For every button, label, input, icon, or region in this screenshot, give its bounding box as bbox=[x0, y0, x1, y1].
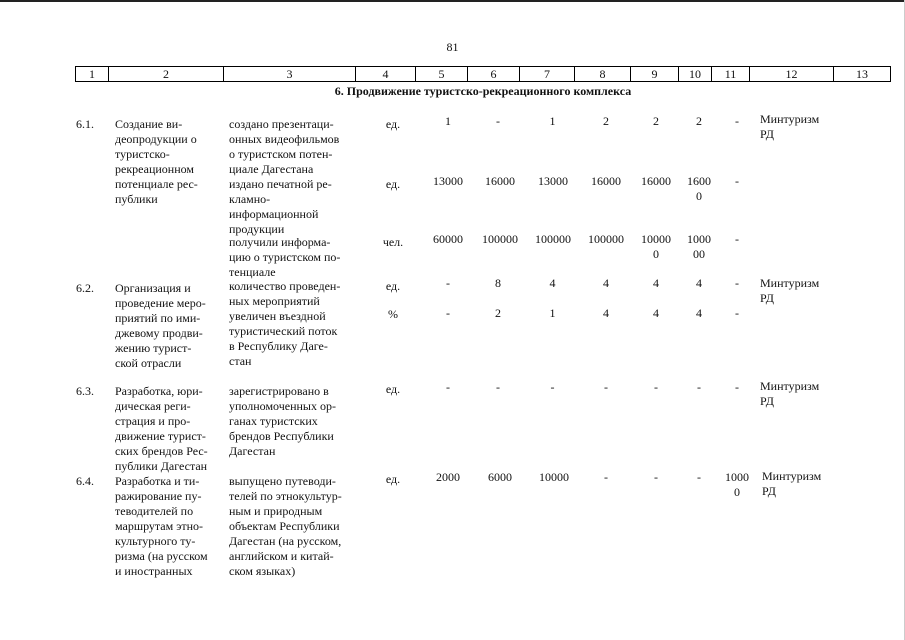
row-6-2-indicator-1-v9: 4 bbox=[653, 276, 659, 290]
row-6-1-indicator-1-unit: ед. bbox=[385, 117, 401, 131]
page-number: 81 bbox=[446, 40, 459, 54]
row-6-1-indicator-3-v5: 60000 bbox=[433, 232, 463, 246]
row-6-1-indicator-2-v8: 16000 bbox=[591, 174, 621, 188]
row-6-3-name: Разработка, юри- дическая реги- страция и про- движение турист- ских брендов Рес- публики Дагестан bbox=[115, 384, 208, 473]
row-6-4-indicator-1-v9: - bbox=[654, 470, 658, 484]
row-6-2-indicator-2-text: увеличен въездной туристический поток в Республику Даге- стан bbox=[229, 309, 338, 368]
row-6-4-indicator-1-v8: - bbox=[604, 470, 608, 484]
row-6-4-indicator-1-unit: ед. bbox=[385, 472, 401, 486]
row-6-3-indicator-1-v5: - bbox=[446, 380, 450, 394]
row-6-1-indicator-3-v7: 100000 bbox=[535, 232, 571, 246]
header-col-12: 12 bbox=[749, 67, 833, 81]
row-6-2-indicator-2-v8: 4 bbox=[603, 306, 609, 320]
header-col-4: 4 bbox=[355, 67, 415, 81]
header-col-7: 7 bbox=[519, 67, 574, 81]
row-6-2-indicator-2-v7: 1 bbox=[549, 306, 556, 320]
row-6-4-indicator-1-v10: - bbox=[697, 470, 701, 484]
row-6-2-number: 6.2. bbox=[76, 281, 94, 295]
row-6-1-indicator-2-v11: - bbox=[735, 174, 739, 188]
row-6-3-indicator-1-v10: - bbox=[697, 380, 701, 394]
row-6-1-indicator-3-v9: 10000 0 bbox=[641, 232, 671, 261]
row-6-2-indicator-1-v8: 4 bbox=[603, 276, 609, 290]
row-6-2-indicator-1-v5: - bbox=[446, 276, 450, 290]
row-6-2-indicator-1-unit: ед. bbox=[385, 279, 401, 293]
row-6-1-indicator-1-v8: 2 bbox=[603, 114, 609, 128]
row-6-1-indicator-1-v9: 2 bbox=[653, 114, 659, 128]
row-6-4-indicator-1-v6: 6000 bbox=[488, 470, 512, 484]
row-6-2-indicator-2-unit: % bbox=[388, 307, 398, 321]
row-6-2-indicator-2-v11: - bbox=[735, 306, 739, 320]
header-col-10: 10 bbox=[678, 67, 711, 81]
row-6-2-indicator-1-text: количество проведен- ных мероприятий bbox=[229, 279, 341, 308]
row-6-3-indicator-1-unit: ед. bbox=[385, 382, 401, 396]
table-header-row bbox=[75, 66, 891, 82]
row-6-1-indicator-3-v10: 1000 00 bbox=[687, 232, 711, 261]
row-6-1-indicator-2-v7: 13000 bbox=[538, 174, 568, 188]
row-6-1-indicator-1-v10: 2 bbox=[696, 114, 702, 128]
row-6-1-name: Создание ви- деопродукции о туристско- рекреационном потенциале рес- публики bbox=[115, 117, 198, 206]
row-6-2-indicator-2-v10: 4 bbox=[696, 306, 702, 320]
row-6-1-indicator-2-v6: 16000 bbox=[485, 174, 515, 188]
row-6-3-indicator-1-v11: - bbox=[735, 380, 739, 394]
header-col-1: 1 bbox=[75, 67, 108, 81]
header-col-13: 13 bbox=[833, 67, 891, 81]
row-6-2-indicator-1-v7: 4 bbox=[549, 276, 556, 290]
row-6-1-indicator-2-v9: 16000 bbox=[641, 174, 671, 188]
row-6-2-indicator-2-v9: 4 bbox=[653, 306, 659, 320]
row-6-3-indicator-1-v7: - bbox=[550, 380, 555, 394]
row-6-2-executor: Минтуризм РД bbox=[760, 276, 820, 305]
top-border-line bbox=[0, 0, 905, 2]
row-6-1-indicator-1-v11: - bbox=[735, 114, 739, 128]
header-col-2: 2 bbox=[108, 67, 223, 81]
row-6-3-indicator-1-text: зарегистрировано в уполномоченных ор- ганах туристских брендов Республики Дагестан bbox=[229, 384, 336, 458]
header-col-6: 6 bbox=[467, 67, 519, 81]
row-6-4-executor: Минтуризм РД bbox=[762, 469, 822, 498]
row-6-4-indicator-1-v11: 1000 0 bbox=[725, 470, 749, 499]
header-col-3: 3 bbox=[223, 67, 355, 81]
row-6-1-indicator-3-v8: 100000 bbox=[588, 232, 624, 246]
row-6-4-indicator-1-text: выпущено путеводи- телей по этнокультур- ным и природным объектам Республики Дагестан (на русском, английском и китай- ском языках) bbox=[229, 474, 342, 578]
header-col-8: 8 bbox=[574, 67, 630, 81]
row-6-1-indicator-2-v5: 13000 bbox=[433, 174, 463, 188]
row-6-1-indicator-2-v10: 1600 0 bbox=[687, 174, 711, 203]
row-6-1-indicator-1-v5: 1 bbox=[445, 114, 451, 128]
row-6-2-indicator-2-v5: - bbox=[446, 306, 450, 320]
row-6-4-number: 6.4. bbox=[76, 474, 94, 488]
row-6-1-number: 6.1. bbox=[76, 117, 94, 131]
row-6-3-indicator-1-v6: - bbox=[496, 380, 500, 394]
row-6-1-executor: Минтуризм РД bbox=[760, 112, 820, 141]
row-6-2-indicator-1-v11: - bbox=[735, 276, 739, 290]
row-6-4-indicator-1-v7: 10000 bbox=[539, 470, 569, 484]
row-6-2-indicator-2-v6: 2 bbox=[495, 306, 501, 320]
row-6-1-indicator-1-v6: - bbox=[496, 114, 500, 128]
header-col-5: 5 bbox=[415, 67, 467, 81]
row-6-2-indicator-1-v6: 8 bbox=[495, 276, 501, 290]
header-col-9: 9 bbox=[630, 67, 678, 81]
row-6-3-number: 6.3. bbox=[76, 384, 94, 398]
row-6-1-indicator-1-text: создано презентаци- онных видеофильмов о туристском потен- циале Дагестана bbox=[229, 117, 340, 176]
row-6-4-name: Разработка и ти- ражирование пу- теводителей по маршрутам этно- культурного ту- ризма (на русском и иностранных bbox=[115, 474, 208, 578]
section-title: 6. Продвижение туристско-рекреационного комплекса bbox=[334, 84, 632, 98]
row-6-1-indicator-1-v7: 1 bbox=[549, 114, 556, 128]
row-6-1-indicator-3-unit: чел. bbox=[382, 235, 404, 249]
header-col-11: 11 bbox=[711, 67, 749, 81]
row-6-3-indicator-1-v8: - bbox=[604, 380, 608, 394]
row-6-3-executor: Минтуризм РД bbox=[760, 379, 820, 408]
row-6-2-indicator-1-v10: 4 bbox=[696, 276, 702, 290]
row-6-3-indicator-1-v9: - bbox=[654, 380, 658, 394]
row-6-1-indicator-3-text: получили информа- цию о туристском по- тенциале bbox=[229, 235, 341, 279]
row-6-2-name: Организация и проведение меро- приятий по ими- джевому продви- жению турист- ской отрасли bbox=[115, 281, 206, 370]
row-6-1-indicator-3-v11: - bbox=[735, 232, 739, 246]
row-6-4-indicator-1-v5: 2000 bbox=[436, 470, 460, 484]
row-6-1-indicator-2-unit: ед. bbox=[385, 177, 401, 191]
row-6-1-indicator-3-v6: 100000 bbox=[482, 232, 518, 246]
row-6-1-indicator-2-text: издано печатной ре- кламно- информационной продукции bbox=[229, 177, 332, 236]
